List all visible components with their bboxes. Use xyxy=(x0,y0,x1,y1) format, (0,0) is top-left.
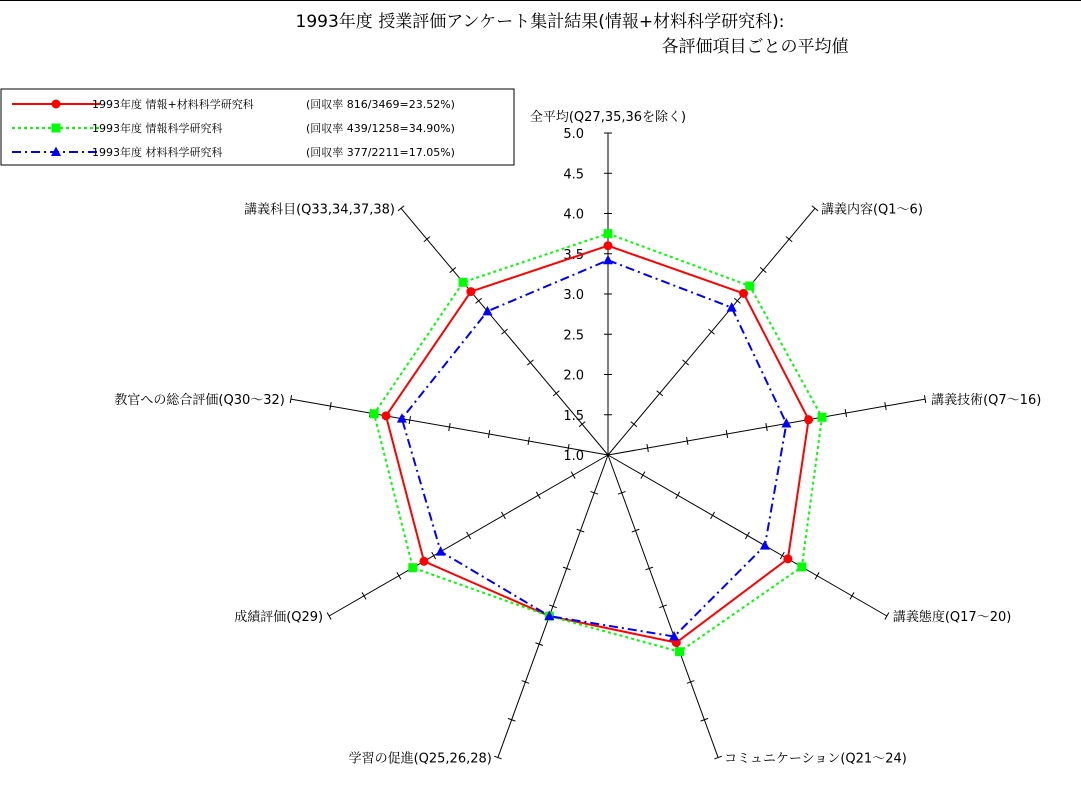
scale-tick-labels xyxy=(563,127,584,464)
data-point-triangle xyxy=(603,255,613,265)
axis-category-label: 講義内容(Q1～6) xyxy=(820,202,923,218)
data-point-triangle xyxy=(436,546,446,556)
scale-tick-label: 3.5 xyxy=(563,247,584,263)
scale-tick-label: 2.0 xyxy=(563,368,584,384)
axis-tick-mark xyxy=(885,613,889,620)
axis-category-label: 講義科目(Q33,34,37,38) xyxy=(244,202,396,218)
data-point-square xyxy=(604,229,613,238)
legend-response-rate: (回収率 439/1258=34.90%) xyxy=(306,122,455,135)
axis-tick-mark xyxy=(528,437,529,445)
scale-tick-label: 1.0 xyxy=(563,449,584,464)
axis-tick-mark xyxy=(290,395,291,403)
legend-response-rate: (回収率 377/2211=17.05%) xyxy=(306,146,455,159)
axis-tick-mark xyxy=(501,512,505,519)
scale-tick-label: 4.0 xyxy=(563,207,584,223)
axis-tick-mark xyxy=(488,430,489,438)
axis-category-label: 全平均(Q27,35,36を除く) xyxy=(529,110,687,125)
axis-tick-mark xyxy=(845,409,846,417)
axis-tick-mark xyxy=(687,437,688,445)
series-line xyxy=(402,260,787,636)
axis-tick-mark xyxy=(432,552,436,559)
legend-series-name: 1993年度 材料科学研究科 xyxy=(92,146,223,159)
legend-response-rate: (回収率 816/3469=23.52%) xyxy=(306,98,455,111)
axis-tick-mark xyxy=(641,472,645,479)
chart-subtitle: 各評価項目ごとの平均値 xyxy=(661,37,849,57)
axis-category-label: 講義技術(Q7～16) xyxy=(931,393,1042,409)
axis-category-label: 講義態度(Q17～20) xyxy=(892,610,1012,625)
axis-tick-mark xyxy=(924,395,925,403)
scale-tick-label: 5.0 xyxy=(563,127,584,142)
data-point-square xyxy=(370,409,379,418)
axis-category-label: 教官への総合評価(Q30～32) xyxy=(114,393,285,409)
radar-axes xyxy=(290,133,926,759)
axis-tick-mark xyxy=(676,492,680,499)
axis-tick-mark xyxy=(327,613,331,620)
legend-series-name: 1993年度 情報科学研究科 xyxy=(92,122,223,135)
data-point-square xyxy=(675,647,684,656)
data-point-square xyxy=(745,282,754,291)
data-point-square xyxy=(52,124,61,133)
data-point-triangle xyxy=(760,540,770,550)
data-point-square xyxy=(459,278,468,287)
data-point-circle xyxy=(804,415,813,424)
series-group xyxy=(382,241,814,647)
data-point-circle xyxy=(382,411,391,420)
data-point-square xyxy=(818,413,827,422)
axis-tick-mark xyxy=(711,512,715,519)
axis-tick-mark xyxy=(571,472,575,479)
legend xyxy=(1,89,514,165)
axis-tick-mark xyxy=(362,592,366,599)
scale-tick-label: 4.5 xyxy=(563,167,584,183)
axis-tick-mark xyxy=(536,492,540,499)
scale-tick-label: 3.0 xyxy=(563,288,584,303)
axis-category-label: 成績評価(Q29) xyxy=(234,610,324,625)
axis-tick-mark xyxy=(726,430,727,438)
axis-tick-mark xyxy=(885,402,886,410)
data-point-circle xyxy=(466,287,475,296)
axis-tick-mark xyxy=(409,416,410,424)
data-point-square xyxy=(797,562,806,571)
data-point-square xyxy=(408,563,417,572)
chart-titles xyxy=(296,11,849,57)
axis-tick-mark xyxy=(647,444,648,452)
chart-title: 1993年度 授業評価アンケート集計結果(情報+材料科学研究科): xyxy=(295,12,785,32)
axis-category-label: 学習の促進(Q25,26,28) xyxy=(348,751,492,767)
axis-tick-mark xyxy=(467,532,471,539)
axis-tick-mark xyxy=(766,423,767,431)
axis-tick-mark xyxy=(850,592,854,599)
series-line xyxy=(386,246,809,643)
scale-tick-label: 2.5 xyxy=(563,328,584,344)
axis-category-label: コミュニケーション(Q21～24) xyxy=(724,751,907,767)
data-point-circle xyxy=(419,557,428,566)
data-point-circle xyxy=(783,554,792,563)
axis-tick-mark xyxy=(449,423,450,431)
data-point-circle xyxy=(604,241,613,250)
scale-tick-label: 1.5 xyxy=(563,408,584,424)
data-point-circle xyxy=(52,100,61,109)
axis-tick-mark xyxy=(397,572,401,579)
axis-tick-mark xyxy=(815,572,819,579)
legend-series-name: 1993年度 情報+材料科学研究科 xyxy=(92,98,254,111)
axis-tick-mark xyxy=(330,402,331,410)
axis-tick-mark xyxy=(745,532,749,539)
